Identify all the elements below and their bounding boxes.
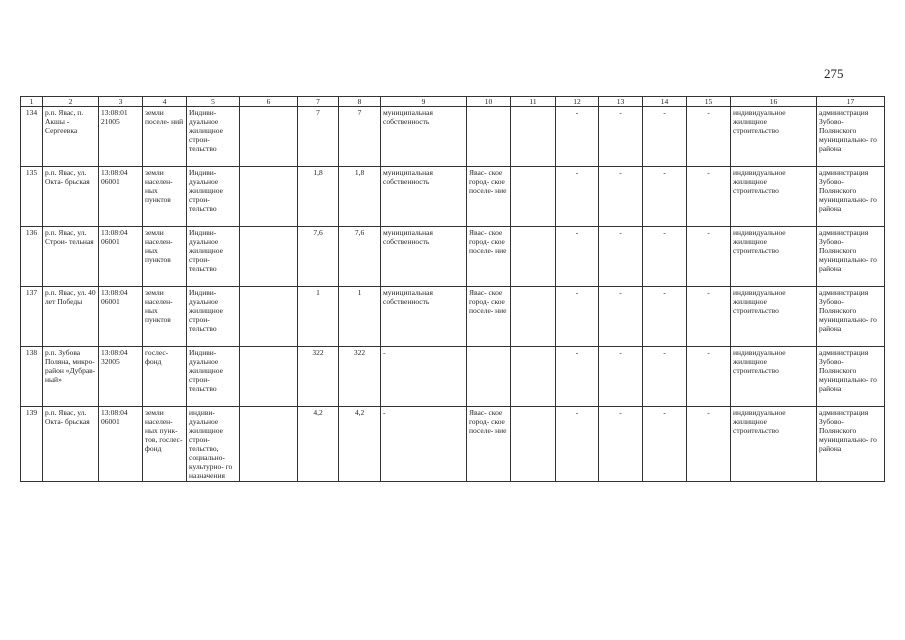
column-13-cell: - [599,167,643,227]
land-category-cell: земли поселе- ний [143,107,187,167]
column-header: 7 [298,97,339,107]
table-row [21,347,885,407]
cadastral-number-cell: 13:08:04 06001 [99,167,143,227]
permitted-use-cell: Индиви- дуальное жилищное строи- тельство [187,347,240,407]
permitted-use-cell: Индиви- дуальное жилищное строи- тельство [187,107,240,167]
land-registry-table [20,96,885,482]
row-number-cell: 138 [21,347,43,407]
cadastral-number-cell: 13:08:04 32005 [99,347,143,407]
column-header: 8 [339,97,381,107]
column-header: 5 [187,97,240,107]
table-row [21,407,885,482]
column-header: 6 [240,97,298,107]
address-cell: р.п. Явас, п. Акшы - Сергеевка [43,107,99,167]
purpose-cell: индивидуальное жилищное строительство [731,227,817,287]
row-number-cell: 134 [21,107,43,167]
column-11-cell [511,167,556,227]
permitted-use-cell: Индиви- дуальное жилищное строи- тельство [187,287,240,347]
column-6-cell [240,287,298,347]
address-cell: р.п. Явас, ул. Окта- брьская [43,167,99,227]
administration-cell: администрация Зубово- Полянского муниципально- го района [817,167,885,227]
column-11-cell [511,287,556,347]
column-header: 11 [511,97,556,107]
table-row [21,107,885,167]
column-header: 9 [381,97,467,107]
area-cell: 7,6 [298,227,339,287]
column-13-cell: - [599,287,643,347]
ownership-cell: муниципальная собственность [381,107,467,167]
settlement-cell: Явас- ское город- ское поселе- ние [467,167,511,227]
administration-cell: администрация Зубово- Полянского муниципально- го района [817,407,885,482]
column-15-cell: - [687,227,731,287]
table-row [21,167,885,227]
area-cell: 7 [298,107,339,167]
column-12-cell: - [556,347,599,407]
cadastral-number-cell: 13:08:04 06001 [99,407,143,482]
column-12-cell: - [556,287,599,347]
row-number-cell: 135 [21,167,43,227]
row-number-cell: 139 [21,407,43,482]
area-cell: 4,2 [298,407,339,482]
ownership-cell: муниципальная собственность [381,287,467,347]
cadastral-number-cell: 13:08:04 06001 [99,227,143,287]
column-11-cell [511,407,556,482]
ownership-cell: муниципальная собственность [381,167,467,227]
area-cell: 1 [339,287,381,347]
column-13-cell: - [599,107,643,167]
purpose-cell: индивидуальное жилищное строительство [731,167,817,227]
cadastral-number-cell: 13:08:04 06001 [99,287,143,347]
column-11-cell [511,347,556,407]
purpose-cell: индивидуальное жилищное строительство [731,407,817,482]
address-cell: р.п. Зубова Поляна, микро- район «Дубрав- ный» [43,347,99,407]
address-cell: р.п. Явас, ул. Строи- тельная [43,227,99,287]
column-15-cell: - [687,347,731,407]
column-15-cell: - [687,107,731,167]
settlement-cell: Явас- ское город- ское поселе- ние [467,227,511,287]
settlement-cell [467,107,511,167]
land-category-cell: гослес- фонд [143,347,187,407]
column-header: 16 [731,97,817,107]
ownership-cell: - [381,347,467,407]
permitted-use-cell: индиви- дуальное жилищное строи- тельство, социально- культурно- го назначения [187,407,240,482]
column-13-cell: - [599,347,643,407]
column-12-cell: - [556,167,599,227]
column-6-cell [240,347,298,407]
column-header: 17 [817,97,885,107]
column-header: 4 [143,97,187,107]
column-11-cell [511,227,556,287]
area-cell: 322 [298,347,339,407]
administration-cell: администрация Зубово- Полянского муниципально- го района [817,287,885,347]
administration-cell: администрация Зубово- Полянского муниципально- го района [817,107,885,167]
row-number-cell: 137 [21,287,43,347]
column-header: 1 [21,97,43,107]
administration-cell: администрация Зубово- Полянского муниципально- го района [817,347,885,407]
settlement-cell [467,347,511,407]
land-category-cell: земли населен- ных пунктов [143,167,187,227]
column-14-cell: - [643,407,687,482]
address-cell: р.п. Явас, ул. Окта- брьская [43,407,99,482]
table-row [21,227,885,287]
permitted-use-cell: Индиви- дуальное жилищное строи- тельство [187,167,240,227]
page-number: 275 [824,66,844,81]
area-cell: 7,6 [339,227,381,287]
column-header: 3 [99,97,143,107]
purpose-cell: индивидуальное жилищное строительство [731,347,817,407]
column-6-cell [240,167,298,227]
header-row [21,97,885,107]
area-cell: 7 [339,107,381,167]
permitted-use-cell: Индиви- дуальное жилищное строи- тельство [187,227,240,287]
area-cell: 1,8 [339,167,381,227]
settlement-cell: Явас- ское город- ское поселе- ние [467,407,511,482]
column-header: 12 [556,97,599,107]
column-11-cell [511,107,556,167]
column-header: 2 [43,97,99,107]
column-15-cell: - [687,287,731,347]
land-category-cell: земли населен- ных пунктов [143,227,187,287]
ownership-cell: - [381,407,467,482]
area-cell: 4,2 [339,407,381,482]
purpose-cell: индивидуальное жилищное строительство [731,287,817,347]
column-13-cell: - [599,407,643,482]
column-14-cell: - [643,167,687,227]
column-12-cell: - [556,227,599,287]
column-14-cell: - [643,347,687,407]
column-header: 14 [643,97,687,107]
cadastral-number-cell: 13:08:01 21005 [99,107,143,167]
column-header: 13 [599,97,643,107]
column-header: 10 [467,97,511,107]
area-cell: 322 [339,347,381,407]
column-6-cell [240,407,298,482]
settlement-cell: Явас- ское город- ское поселе- ние [467,287,511,347]
column-6-cell [240,107,298,167]
column-15-cell: - [687,407,731,482]
area-cell: 1,8 [298,167,339,227]
column-12-cell: - [556,407,599,482]
column-15-cell: - [687,167,731,227]
purpose-cell: индивидуальное жилищное строительство [731,107,817,167]
ownership-cell: муниципальная собственность [381,227,467,287]
column-14-cell: - [643,227,687,287]
column-12-cell: - [556,107,599,167]
column-14-cell: - [643,287,687,347]
land-category-cell: земли населен- ных пунк- тов, гослес- фонд [143,407,187,482]
address-cell: р.п. Явас, ул. 40 лет Победы [43,287,99,347]
column-14-cell: - [643,107,687,167]
column-6-cell [240,227,298,287]
administration-cell: администрация Зубово- Полянского муниципально- го района [817,227,885,287]
land-category-cell: земли населен- ных пунктов [143,287,187,347]
area-cell: 1 [298,287,339,347]
row-number-cell: 136 [21,227,43,287]
column-13-cell: - [599,227,643,287]
column-header: 15 [687,97,731,107]
table-row [21,287,885,347]
